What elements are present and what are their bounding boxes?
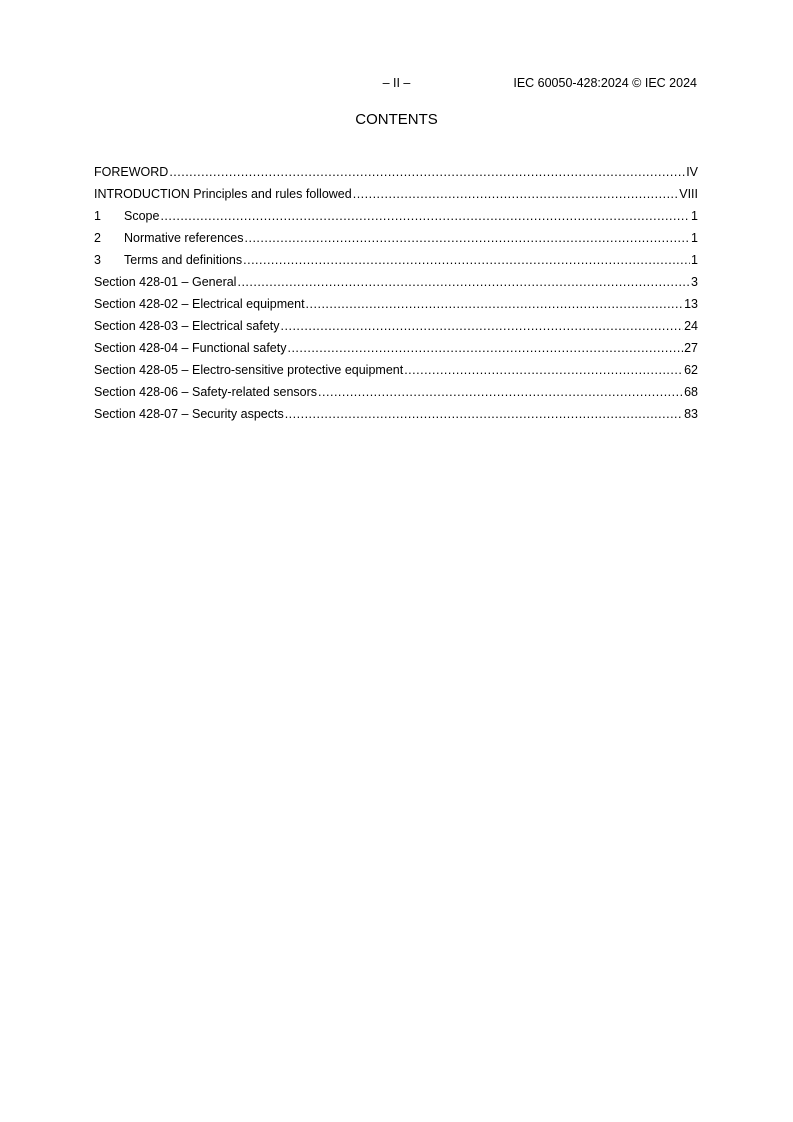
toc-entry-page: 62 [684, 363, 698, 377]
toc-entry-page: 24 [684, 319, 698, 333]
toc-entry-title: Section 428-04 – Functional safety [94, 341, 287, 355]
contents-title: CONTENTS [355, 111, 438, 128]
toc-entry-section-428-03[interactable] [94, 315, 698, 337]
toc-entry-page: 68 [684, 385, 698, 399]
table-of-contents [94, 161, 698, 425]
toc-entry-number: 3 [94, 253, 101, 267]
dot-leader [237, 271, 690, 293]
toc-entry-number: 2 [94, 231, 101, 245]
toc-entry-title: Normative references [124, 231, 244, 245]
toc-entry-section-428-04[interactable] [94, 337, 698, 359]
dot-leader [287, 337, 683, 359]
toc-entry-title: Section 428-07 – Security aspects [94, 407, 284, 421]
dot-leader [169, 161, 685, 183]
toc-entry-title: Section 428-02 – Electrical equipment [94, 297, 305, 311]
dot-leader [404, 359, 683, 381]
page-header [0, 76, 793, 92]
toc-entry-title: Terms and definitions [124, 253, 243, 267]
toc-entry-normative-references[interactable] [94, 227, 698, 249]
toc-entry-section-428-01[interactable] [94, 271, 698, 293]
toc-entry-title: FOREWORD [94, 165, 169, 179]
document-reference: IEC 60050-428:2024 © IEC 2024 [513, 76, 697, 90]
toc-entry-introduction[interactable] [94, 183, 698, 205]
toc-entry-page: 83 [684, 407, 698, 421]
toc-entry-section-428-06[interactable] [94, 381, 698, 403]
dot-leader [160, 205, 690, 227]
toc-entry-section-428-02[interactable] [94, 293, 698, 315]
toc-entry-page: 1 [691, 209, 698, 223]
toc-entry-page: 1 [691, 253, 698, 267]
toc-entry-title: Scope [124, 209, 160, 223]
dot-leader [353, 183, 679, 205]
toc-entry-page: 27 [684, 341, 698, 355]
toc-entry-title: Section 428-05 – Electro-sensitive protective equipment [94, 363, 404, 377]
toc-entry-number: 1 [94, 209, 101, 223]
dot-leader [306, 293, 684, 315]
toc-entry-foreword[interactable] [94, 161, 698, 183]
toc-entry-terms-and-definitions[interactable] [94, 249, 698, 271]
toc-entry-page: 13 [684, 297, 698, 311]
toc-entry-scope[interactable] [94, 205, 698, 227]
toc-entry-title: INTRODUCTION Principles and rules followed [94, 187, 352, 201]
toc-entry-page: IV [686, 165, 698, 179]
dot-leader [285, 403, 683, 425]
dot-leader [281, 315, 684, 337]
dot-leader [243, 249, 690, 271]
dot-leader [318, 381, 683, 403]
toc-entry-section-428-07[interactable] [94, 403, 698, 425]
page-number: – II – [382, 76, 411, 90]
toc-entry-page: 3 [691, 275, 698, 289]
toc-entry-title: Section 428-06 – Safety-related sensors [94, 385, 318, 399]
toc-entry-page: 1 [691, 231, 698, 245]
toc-entry-page: VIII [679, 187, 698, 201]
toc-entry-section-428-05[interactable] [94, 359, 698, 381]
toc-entry-title: Section 428-01 – General [94, 275, 237, 289]
dot-leader [245, 227, 691, 249]
toc-entry-title: Section 428-03 – Electrical safety [94, 319, 280, 333]
